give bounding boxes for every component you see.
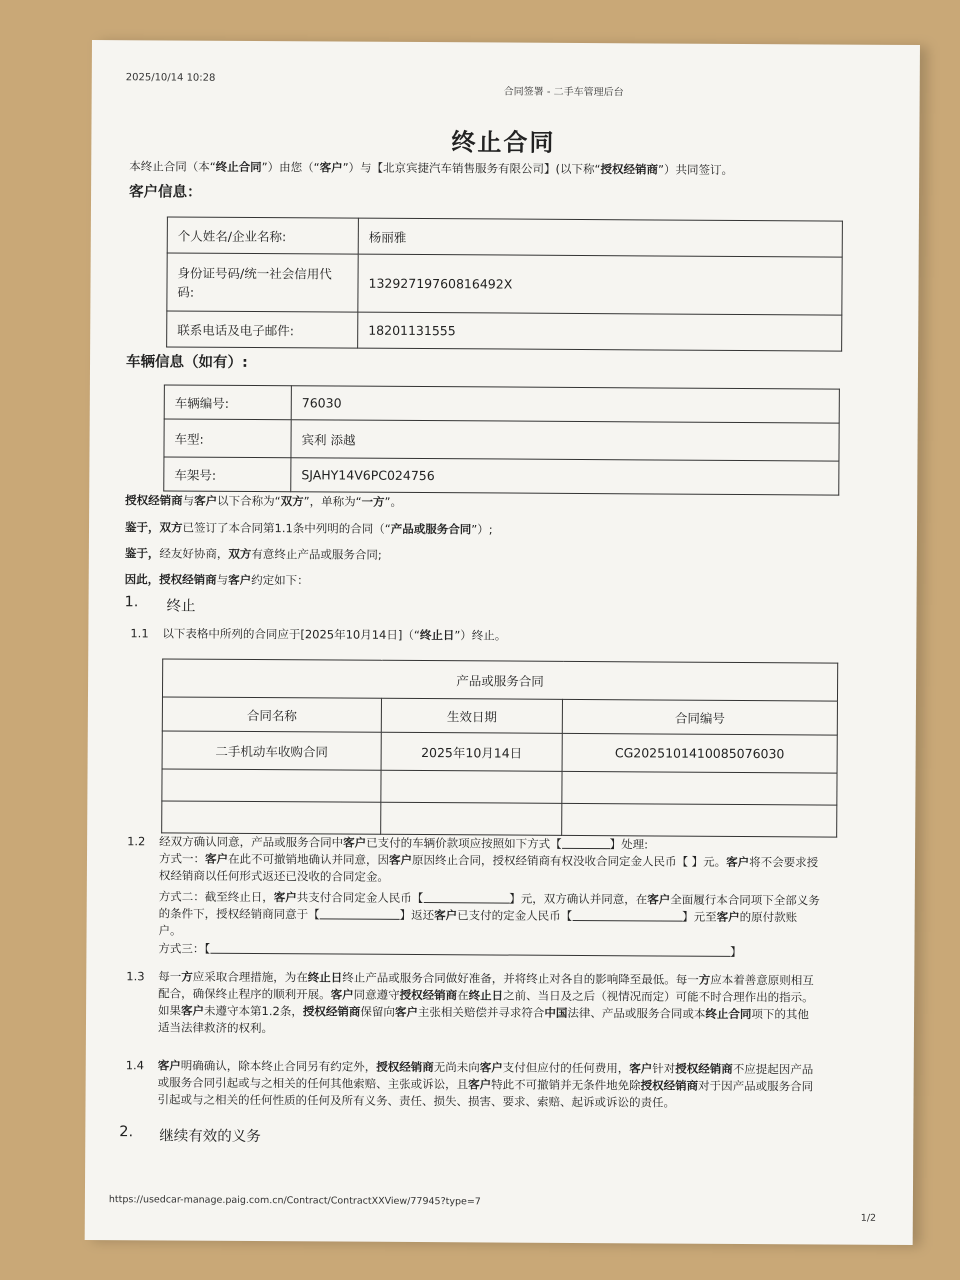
section-2-number: 2.: [119, 1124, 134, 1141]
table-row: [162, 731, 837, 773]
print-header-title: 合同签署 - 二手车管理后台: [503, 86, 624, 99]
table-cell: [562, 771, 837, 805]
method-1-line-1: 方式一：客户在此不可撤销地确认并同意，因客户原因终止合同，授权经销商有权没收合同定金人民币【 】元。客户将不会要求授: [158, 851, 819, 870]
vehicle-table: [163, 384, 840, 495]
clause-1-3-line-4: 适当法律救济的权利。: [157, 1020, 274, 1036]
intro-paragraph: 本终止合同（本“终止合同”）由您（“客户”）与【北京宾捷汽车销售服务有限公司】(以下称“授权经销商”）共同签订。: [129, 159, 734, 177]
clause-1-1-text: 以下表格中所列的合同应于[2025年10月14日]（“终止日”）终止。: [162, 626, 507, 643]
method-3-line: 方式三：【 】: [158, 941, 742, 959]
clause-1-4-line-1: 客户明确确认，除本终止合同另有约定外，授权经销商无尚未向客户支付但应付的任何费用，客户针对授权经销商不应提起因产品: [157, 1058, 814, 1077]
customer-name-label: 个人姓名/企业名称:: [167, 217, 358, 254]
table-cell: 2025年10月14日: [381, 732, 562, 771]
page-title: 终止合同: [451, 128, 556, 157]
clause-1-3-number: 1.3: [126, 969, 145, 984]
section-2-title: 继续有效的义务: [159, 1128, 261, 1146]
customer-heading: 客户信息：: [129, 184, 202, 201]
clause-1-2-line-1: 经双方确认同意，产品或服务合同中客户已支付的车辆价款项应按照如下方式【 】处理:: [159, 834, 649, 852]
table-cell: [162, 801, 381, 834]
service-table-caption: 产品或服务合同: [162, 659, 837, 701]
refund-date-blank: [320, 907, 400, 919]
clause-1-2-number: 1.2: [127, 834, 146, 849]
vehicle-vin-value: SJAHY14V6PC024756: [291, 458, 839, 495]
clause-1-4-number: 1.4: [125, 1058, 145, 1073]
vehicle-heading: 车辆信息（如有）:: [125, 354, 248, 371]
footer-url: https://usedcar-manage.paig.com.cn/Contract/ContractXXView/77945?type=7: [108, 1194, 481, 1208]
clause-1-3-line-3: 如果客户未遵守本第1.2条，授权经销商保留向客户主张相关赔偿并寻求符合中国法律、产品或服务合同或本终止合同项下的其他: [158, 1003, 809, 1022]
deposit-amount-blank: [423, 891, 509, 904]
table-cell: [162, 769, 381, 802]
vehicle-number-value: 76030: [291, 386, 839, 423]
table-row: [167, 311, 842, 351]
recital-whereas-1: 鉴于，双方已签订了本合同第1.1条中列明的合同（“产品或服务合同”）;: [124, 520, 493, 537]
print-datetime: 2025/10/14 10:28: [125, 72, 216, 84]
vehicle-model-label: 车型:: [164, 419, 291, 458]
section-1-title: 终止: [166, 598, 196, 615]
table-cell: CG2025101410085076030: [562, 733, 837, 773]
customer-id-value: 13292719760816492X: [358, 254, 842, 315]
service-contract-table: [161, 658, 838, 837]
column-header: 合同编号: [562, 699, 837, 735]
table-cell: 二手机动车收购合同: [162, 731, 381, 770]
table-cell: [381, 770, 562, 803]
table-row: [164, 385, 839, 423]
table-row: [164, 457, 839, 495]
contract-page: [85, 40, 920, 1245]
customer-id-label: 身份证号码/统一社会信用代码:: [167, 253, 358, 312]
customer-table: [166, 216, 843, 351]
method-2-line-1: 方式二：截至终止日，客户共支付合同定金人民币【 】元，双方确认并同意，在客户全面履行本合同项下全部义务: [158, 889, 820, 908]
clause-1-1-number: 1.1: [130, 626, 149, 641]
recital-whereas-2: 鉴于，经友好协商，双方有意终止产品或服务合同;: [124, 546, 382, 562]
customer-name-value: 杨丽雅: [358, 218, 842, 257]
table-cell: [562, 803, 837, 837]
clause-1-4-line-2: 或服务合同引起或与之相关的任何其他索赔、主张或诉讼，且客户特此不可撤销并无条件地免除授权经销商对于因产品或服务合同: [157, 1075, 814, 1094]
table-header-row: [162, 697, 837, 735]
table-row: [167, 253, 842, 315]
page-number: 1/2: [860, 1212, 877, 1224]
vehicle-model-value: 宾利 添越: [291, 420, 839, 461]
recital-therefore: 因此，授权经销商与客户约定如下：: [124, 572, 309, 588]
column-header: 生效日期: [381, 698, 562, 733]
method-blank: [562, 837, 610, 849]
method-2-line-3: 户。: [158, 923, 182, 938]
clause-1-3-line-1: 每一方应采取合理措施，为在终止日终止产品或服务合同做好准备，并将终止对各自的影响降至最低。每一方应本着善意原则相互: [158, 969, 814, 988]
table-row: [167, 217, 842, 257]
table-row: [162, 769, 837, 805]
section-1-number: 1.: [124, 594, 139, 611]
vehicle-number-label: 车辆编号:: [164, 385, 291, 420]
table-row: [162, 801, 837, 837]
column-header: 合同名称: [162, 697, 381, 732]
clause-1-3-line-2: 配合，确保终止程序的顺利开展。客户同意遵守授权经销商在终止日之前、当日及之后（视情况而定）可能不时合理作出的指示。: [158, 986, 814, 1005]
clause-1-4-line-3: 引起或与之相关的任何性质的任何及所有义务、责任、损失、损害、要求、索赔、起诉或诉讼的责任。: [157, 1092, 676, 1110]
vehicle-vin-label: 车架号:: [164, 457, 291, 492]
customer-contact-value: 18201131555: [358, 312, 842, 351]
customer-contact-label: 联系电话及电子邮件:: [167, 311, 358, 348]
method-1-line-2: 权经销商以任何形式返还已没收的合同定金。: [158, 868, 389, 884]
method-3-blank: [210, 942, 730, 957]
refund-amount-blank: [572, 909, 682, 922]
table-cell: [381, 802, 562, 835]
recital-parties: 授权经销商与客户以下合称为“双方”，单称为“一方”。: [125, 493, 403, 509]
table-row: [164, 419, 839, 461]
table-row: [162, 659, 837, 701]
method-2-line-2: 的条件下，授权经销商同意于【 】返还客户已支付的定金人民币【 】元至客户的原付款账: [158, 906, 798, 925]
